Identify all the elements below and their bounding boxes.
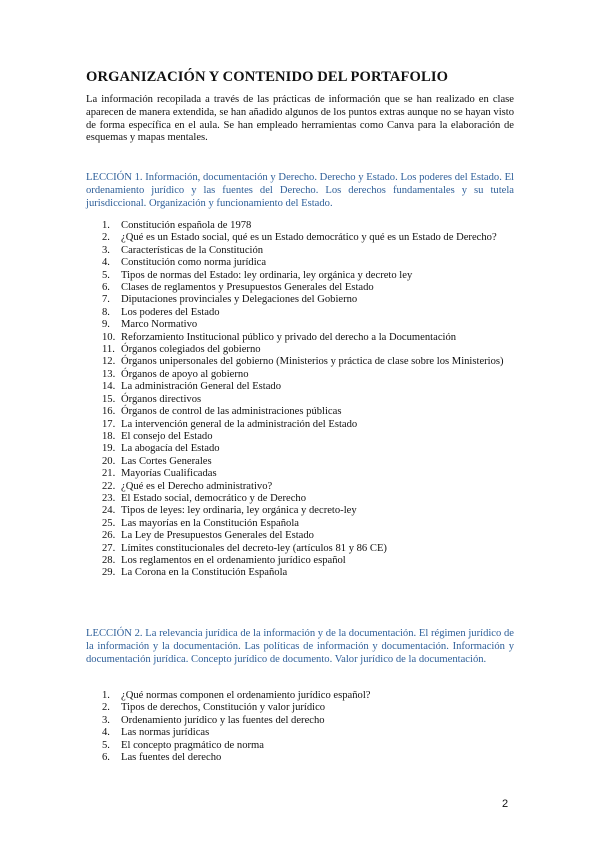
list-item: 17. La intervención general de la administración del Estado	[102, 418, 358, 430]
list-item-text: Tipos de normas del Estado: ley ordinaria, ley orgánica y decreto ley	[121, 269, 413, 281]
list-item-text: Órganos de apoyo al gobierno	[121, 368, 249, 380]
list-item-text: Órganos de control de las administraciones públicas	[121, 406, 342, 418]
list-item-text: Los poderes del Estado	[121, 306, 220, 318]
list-item: 25. Las mayorías en la Constitución Española	[102, 517, 299, 529]
list-item-text: Límites constitucionales del decreto-ley (artículos 81 y 86 CE)	[121, 542, 387, 554]
lesson-2-heading: LECCIÓN 2. La relevancia jurídica de la información y de la documentación. El régimen jurídico de la información y la documentación. Las políticas de información y documentación. Información y documentación jurídica. Concepto jurídico de documento. Valor jurídico de la documentación.	[86, 628, 514, 665]
list-item-text: Reforzamiento Institucional público y privado del derecho a la Documentación	[121, 331, 457, 343]
list-item: 15. Órganos directivos	[102, 393, 202, 405]
list-item-text: Órganos directivos	[121, 393, 202, 405]
list-item: 5. El concepto pragmático de norma	[102, 739, 264, 751]
intro-paragraph: La información recopilada a través de las prácticas de información que se han realizado en clase aparecen de manera extendida, se han añadido algunos de los puntos extras aunque no se hayan visto de forma específica en el aula. Se han empleado herramientas como Canva para la elaboración de esquemas y mapas mentales.	[86, 94, 514, 144]
list-item: 27. Límites constitucionales del decreto-ley (artículos 81 y 86 CE)	[102, 542, 387, 554]
list-item: 10. Reforzamiento Institucional público y privado del derecho a la Documentación	[102, 331, 457, 343]
list-item-text: La intervención general de la administración del Estado	[121, 418, 358, 430]
list-item-text: Tipos de leyes: ley ordinaria, ley orgánica y decreto-ley	[121, 505, 357, 517]
list-item-text: ¿Qué normas componen el ordenamiento jurídico español?	[121, 690, 371, 701]
list-item-text: La abogacía del Estado	[121, 443, 220, 455]
list-item-text: La Corona en la Constitución Española	[121, 567, 288, 579]
list-item: 4. Constitución como norma jurídica	[102, 257, 267, 269]
list-item-text: Mayorías Cualificadas	[121, 468, 217, 480]
list-item: 19. La abogacía del Estado	[102, 443, 220, 455]
list-item: 12. Órganos unipersonales del gobierno (Ministerios y práctica de clase sobre los Ministerios)	[102, 356, 504, 368]
list-item: 26. La Ley de Presupuestos Generales del Estado	[102, 530, 314, 542]
list-item-text: Las Cortes Generales	[121, 455, 212, 467]
list-item: 4. Las normas jurídicas	[102, 727, 210, 739]
list-item: 29. La Corona en la Constitución Española	[102, 567, 288, 579]
list-item: 28. Los reglamentos en el ordenamiento jurídico español	[102, 554, 346, 566]
list-item-text: Los reglamentos en el ordenamiento jurídico español	[121, 554, 346, 566]
list-item: 16. Órganos de control de las administraciones públicas	[102, 406, 342, 418]
list-item: 6. Clases de reglamentos y Presupuestos Generales del Estado	[102, 282, 374, 294]
list-item: 2. Tipos de derechos, Constitución y valor jurídico	[102, 702, 326, 714]
list-item-text: Clases de reglamentos y Presupuestos Generales del Estado	[121, 282, 374, 294]
lesson-1-list	[86, 220, 514, 580]
list-item: 7. Diputaciones provinciales y Delegaciones del Gobierno	[102, 294, 358, 306]
list-item: 11. Órganos colegiados del gobierno	[102, 344, 261, 356]
list-item-text: Constitución como norma jurídica	[121, 257, 267, 269]
list-item-text: Órganos colegiados del gobierno	[121, 344, 261, 356]
list-item: 3. Características de la Constitución	[102, 244, 264, 256]
lesson-1-heading: LECCIÓN 1. Información, documentación y Derecho. Derecho y Estado. Los poderes del Estado. El ordenamiento jurídico y las fuentes del Derecho. Los derechos fundamentales y su tutela jurisdiccional. Organización y funcionamiento del Estado.	[86, 172, 514, 209]
list-item-text: Ordenamiento jurídico y las fuentes del derecho	[121, 714, 325, 726]
list-item: 22. ¿Qué es el Derecho administrativo?	[102, 480, 273, 492]
list-item: 1. Constitución española de 1978	[102, 220, 252, 231]
list-item: 20. Las Cortes Generales	[102, 455, 212, 467]
list-item: 9. Marco Normativo	[102, 319, 198, 331]
list-item: 21. Mayorías Cualificadas	[102, 468, 217, 480]
list-item: 5. Tipos de normas del Estado: ley ordinaria, ley orgánica y decreto ley	[102, 269, 413, 281]
list-item-text: Constitución española de 1978	[121, 220, 252, 231]
list-item: 24. Tipos de leyes: ley ordinaria, ley orgánica y decreto-ley	[102, 505, 357, 517]
lesson-2-list	[86, 690, 514, 764]
list-item-text: Las fuentes del derecho	[121, 752, 222, 764]
list-item-text: ¿Qué es un Estado social, qué es un Estado democrático y qué es un Estado de Derecho?	[121, 232, 497, 244]
list-item-text: El concepto pragmático de norma	[121, 739, 264, 751]
list-item-text: Características de la Constitución	[121, 244, 264, 256]
list-item-text: ¿Qué es el Derecho administrativo?	[121, 480, 273, 492]
list-item: 23. El Estado social, democrático y de Derecho	[102, 492, 307, 504]
list-item: 8. Los poderes del Estado	[102, 306, 220, 318]
list-item-text: La Ley de Presupuestos Generales del Estado	[121, 530, 314, 542]
list-item: 1. ¿Qué normas componen el ordenamiento jurídico español?	[102, 690, 371, 701]
list-item-text: Órganos unipersonales del gobierno (Ministerios y práctica de clase sobre los Ministerios)	[121, 356, 504, 368]
list-item: 13. Órganos de apoyo al gobierno	[102, 368, 249, 380]
list-item-text: Las normas jurídicas	[121, 727, 210, 739]
list-item: 6. Las fuentes del derecho	[102, 752, 222, 764]
list-item-text: La administración General del Estado	[121, 381, 282, 393]
page-title: ORGANIZACIÓN Y CONTENIDO DEL PORTAFOLIO	[86, 69, 449, 85]
list-item: 2. ¿Qué es un Estado social, qué es un Estado democrático y qué es un Estado de Derecho?	[102, 232, 497, 244]
list-item-text: El Estado social, democrático y de Derecho	[121, 492, 307, 504]
page-number: 2	[502, 798, 509, 810]
list-item-text: Diputaciones provinciales y Delegaciones del Gobierno	[121, 294, 358, 306]
list-item-text: Marco Normativo	[121, 319, 198, 331]
list-item: 14. La administración General del Estado	[102, 381, 282, 393]
list-item-text: Tipos de derechos, Constitución y valor jurídico	[121, 702, 326, 714]
list-item: 18. El consejo del Estado	[102, 430, 213, 442]
list-item: 3. Ordenamiento jurídico y las fuentes del derecho	[102, 714, 325, 726]
list-item-text: Las mayorías en la Constitución Española	[121, 517, 299, 529]
list-item-text: El consejo del Estado	[121, 430, 213, 442]
